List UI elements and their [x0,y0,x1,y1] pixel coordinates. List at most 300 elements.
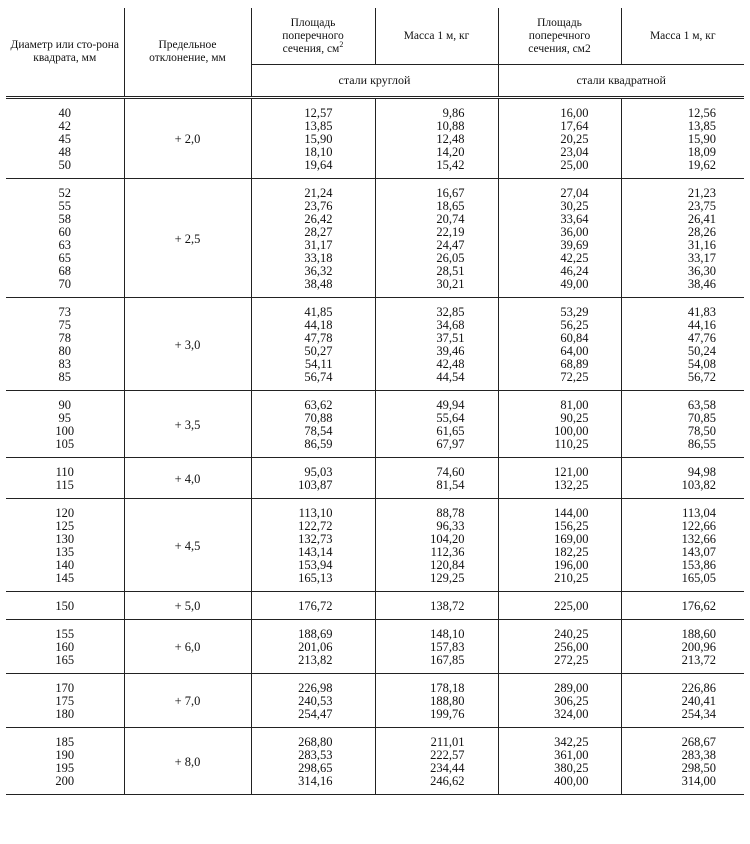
header-mass-round: Масса 1 м, кг [375,8,498,65]
area-square-value: 361,00 [554,748,589,762]
mass-round-cell [375,179,498,298]
deviation-cell [124,499,251,592]
area-round-value: 19,64 [304,158,333,172]
area-round-cell [251,391,375,458]
mass-round-value: 199,76 [430,707,465,721]
mass-square-value: 113,04 [682,506,716,520]
mass-round-value: 22,19 [436,225,465,239]
area-square-value: 60,84 [560,331,589,345]
diameter-cell [6,458,124,499]
deviation-value: + 7,0 [174,694,201,708]
mass-square-cell [621,179,744,298]
table-header [6,8,744,98]
diameter-value: 55 [58,199,71,213]
mass-square-value: 298,50 [681,761,716,775]
diameter-value: 42 [58,119,71,133]
mass-square-value: 254,34 [681,707,716,721]
mass-square-cell [621,98,744,179]
diameter-value: 45 [58,132,71,146]
header-group-square: стали квадратной [498,65,744,98]
diameter-value: 200 [55,774,75,788]
diameter-value: 90 [58,398,71,412]
mass-square-cell [621,458,744,499]
area-round-cell [251,674,375,728]
diameter-value: 175 [55,694,75,708]
area-square-cell [498,179,621,298]
area-square-cell [498,728,621,795]
mass-square-value: 240,41 [681,694,716,708]
diameter-value: 50 [58,158,71,172]
mass-square-value: 26,41 [687,212,716,226]
mass-square-value: 18,09 [687,145,716,159]
diameter-value: 130 [55,532,75,546]
mass-square-cell [621,391,744,458]
area-round-cell [251,179,375,298]
area-square-value: 53,29 [560,305,589,319]
area-round-value: 268,80 [298,735,333,749]
mass-round-value: 112,36 [430,545,465,559]
area-square-cell [498,674,621,728]
area-round-value: 86,59 [304,437,333,451]
mass-round-value: 178,18 [430,681,465,695]
area-square-value: 90,25 [560,411,589,425]
area-square-value: 156,25 [554,519,589,533]
mass-square-value: 38,46 [687,277,716,291]
mass-square-value: 314,00 [681,774,716,788]
area-square-cell [498,98,621,179]
area-square-value: 132,25 [554,478,589,492]
area-round-cell [251,458,375,499]
mass-square-value: 12,56 [687,106,716,120]
mass-square-value: 23,75 [687,199,716,213]
header-area-round [251,8,375,65]
table-row-group [6,592,744,620]
mass-round-value: 37,51 [436,331,465,345]
area-round-value: 41,85 [304,305,333,319]
diameter-value: 105 [55,437,75,451]
area-round-value: 122,72 [298,519,333,533]
area-square-value: 49,00 [560,277,589,291]
mass-square-value: 56,72 [687,370,716,384]
mass-round-cell [375,620,498,674]
area-round-value: 56,74 [304,370,333,384]
mass-round-value: 129,25 [430,571,465,585]
area-round-value: 176,72 [298,599,333,613]
area-round-value: 26,42 [304,212,333,226]
deviation-cell [124,592,251,620]
table-body [6,98,744,795]
area-square-value: 196,00 [554,558,589,572]
diameter-cell [6,391,124,458]
mass-square-value: 15,90 [687,132,716,146]
area-square-value: 27,04 [560,186,589,200]
mass-round-value: 26,05 [436,251,465,265]
mass-square-cell [621,674,744,728]
diameter-value: 170 [55,681,75,695]
area-square-cell [498,391,621,458]
mass-round-value: 12,48 [436,132,465,146]
area-round-value: 78,54 [304,424,333,438]
area-square-value: 225,00 [554,599,589,613]
diameter-value: 68 [58,264,71,278]
mass-square-cell [621,620,744,674]
diameter-value: 100 [55,424,75,438]
deviation-cell [124,728,251,795]
header-area-square: Площадь поперечного сечения, см2 [498,8,621,65]
mass-round-value: 16,67 [436,186,465,200]
area-square-value: 121,00 [554,465,589,479]
mass-round-value: 167,85 [430,653,465,667]
area-round-value: 240,53 [298,694,333,708]
area-square-value: 400,00 [554,774,589,788]
area-round-value: 21,24 [304,186,333,200]
mass-square-value: 44,16 [687,318,716,332]
mass-round-value: 34,68 [436,318,465,332]
area-square-value: 20,25 [560,132,589,146]
area-round-value: 18,10 [304,145,333,159]
diameter-value: 110 [55,465,74,479]
area-round-value: 47,78 [304,331,333,345]
mass-round-value: 39,46 [436,344,465,358]
diameter-cell [6,620,124,674]
mass-round-value: 81,54 [436,478,465,492]
mass-round-value: 88,78 [436,506,465,520]
mass-square-value: 63,58 [687,398,716,412]
diameter-value: 75 [58,318,71,332]
header-group-round: стали круглой [251,65,498,98]
mass-round-value: 44,54 [436,370,465,384]
deviation-cell [124,179,251,298]
mass-round-value: 49,94 [436,398,465,412]
area-square-value: 380,25 [554,761,589,775]
table-row-group [6,728,744,795]
diameter-value: 58 [58,212,71,226]
area-round-value: 28,27 [304,225,333,239]
area-round-value: 95,03 [304,465,333,479]
mass-square-cell [621,298,744,391]
mass-round-value: 24,47 [436,238,465,252]
mass-square-value: 94,98 [687,465,716,479]
area-round-value: 298,65 [298,761,333,775]
mass-round-value: 67,97 [436,437,465,451]
mass-round-cell [375,592,498,620]
mass-square-value: 13,85 [687,119,716,133]
area-square-value: 324,00 [554,707,589,721]
area-round-value: 113,10 [298,506,333,520]
area-round-value: 314,16 [298,774,333,788]
diameter-value: 85 [58,370,71,384]
area-round-value: 63,62 [304,398,333,412]
area-round-value: 254,47 [298,707,333,721]
area-square-value: 39,69 [560,238,589,252]
mass-round-value: 157,83 [430,640,465,654]
diameter-cell [6,179,124,298]
area-round-value: 31,17 [304,238,333,252]
mass-round-value: 14,20 [436,145,465,159]
mass-round-cell [375,298,498,391]
area-square-cell [498,499,621,592]
mass-round-value: 211,01 [430,735,465,749]
mass-round-value: 74,60 [436,465,465,479]
deviation-cell [124,458,251,499]
area-square-cell [498,458,621,499]
area-square-value: 68,89 [560,357,589,371]
deviation-value: + 2,0 [174,132,201,146]
mass-round-value: 42,48 [436,357,465,371]
table-row-group [6,620,744,674]
table-row-group [6,298,744,391]
area-round-value: 153,94 [298,558,333,572]
mass-square-value: 47,76 [687,331,716,345]
area-square-value: 33,64 [560,212,589,226]
mass-round-cell [375,728,498,795]
table-row-group [6,458,744,499]
area-round-value: 50,27 [304,344,333,358]
area-square-value: 100,00 [554,424,589,438]
mass-square-value: 31,16 [687,238,716,252]
header-diameter: Диаметр или сто-рона квадрата, мм [6,8,124,98]
mass-square-value: 21,23 [687,186,716,200]
table-row-group [6,674,744,728]
area-round-value: 23,76 [304,199,333,213]
diameter-value: 145 [55,571,75,585]
mass-square-value: 50,24 [687,344,716,358]
area-square-value: 256,00 [554,640,589,654]
area-square-cell [498,620,621,674]
mass-square-value: 33,17 [687,251,716,265]
area-round-value: 188,69 [298,627,333,641]
diameter-value: 120 [55,506,75,520]
area-square-value: 17,64 [560,119,589,133]
mass-square-value: 86,55 [687,437,716,451]
diameter-value: 65 [58,251,71,265]
area-round-value: 132,73 [298,532,333,546]
area-square-value: 182,25 [554,545,589,559]
mass-round-value: 28,51 [436,264,465,278]
mass-round-value: 104,20 [430,532,465,546]
mass-round-value: 15,42 [436,158,465,172]
table-row-group [6,499,744,592]
header-area-round-text: Площадь поперечного сечения, см [282,16,344,55]
mass-round-cell [375,458,498,499]
diameter-value: 95 [58,411,71,425]
mass-round-cell [375,391,498,458]
area-round-value: 36,32 [304,264,333,278]
deviation-cell [124,620,251,674]
area-round-value: 70,88 [304,411,333,425]
diameter-value: 195 [55,761,75,775]
area-round-value: 44,18 [304,318,333,332]
area-round-cell [251,98,375,179]
area-square-value: 16,00 [560,106,589,120]
area-square-value: 64,00 [560,344,589,358]
mass-square-value: 78,50 [687,424,716,438]
diameter-cell [6,728,124,795]
area-round-value: 283,53 [298,748,333,762]
header-deviation: Предельное отклонение, мм [124,8,251,98]
diameter-value: 190 [55,748,75,762]
mass-square-cell [621,592,744,620]
diameter-value: 60 [58,225,71,239]
area-square-value: 56,25 [560,318,589,332]
mass-square-value: 213,72 [681,653,716,667]
deviation-value: + 5,0 [174,599,201,613]
mass-round-value: 18,65 [436,199,465,213]
diameter-value: 48 [58,145,71,159]
diameter-value: 63 [58,238,71,252]
mass-round-value: 96,33 [436,519,465,533]
mass-round-value: 138,72 [430,599,465,613]
area-square-value: 23,04 [560,145,589,159]
diameter-value: 165 [55,653,75,667]
diameter-value: 135 [55,545,75,559]
deviation-value: + 2,5 [174,231,201,246]
mass-round-cell [375,674,498,728]
mass-square-value: 19,62 [687,158,716,172]
mass-square-value: 143,07 [681,545,716,559]
mass-round-value: 234,44 [430,761,465,775]
area-round-value: 165,13 [298,571,333,585]
area-square-value: 210,25 [554,571,589,585]
mass-square-cell [621,499,744,592]
diameter-value: 83 [58,357,71,371]
mass-square-value: 103,82 [681,478,716,492]
deviation-value: + 8,0 [174,754,201,769]
mass-round-value: 222,57 [430,748,465,762]
mass-square-value: 36,30 [687,264,716,278]
diameter-cell [6,98,124,179]
area-square-value: 272,25 [554,653,589,667]
mass-round-value: 148,10 [430,627,465,641]
deviation-value: + 4,0 [174,471,201,486]
table-row-group [6,179,744,298]
area-square-cell [498,592,621,620]
deviation-cell [124,674,251,728]
mass-square-value: 122,66 [681,519,716,533]
diameter-cell [6,592,124,620]
mass-square-value: 226,86 [681,681,716,695]
mass-round-value: 30,21 [436,277,465,291]
diameter-value: 115 [55,478,74,492]
mass-round-value: 20,74 [436,212,465,226]
mass-round-value: 246,62 [430,774,465,788]
area-square-value: 144,00 [554,506,589,520]
area-round-value: 54,11 [304,357,333,371]
diameter-value: 78 [58,331,71,345]
area-square-value: 289,00 [554,681,589,695]
mass-square-value: 41,83 [687,305,716,319]
area-square-value: 25,00 [560,158,589,172]
area-square-cell [498,298,621,391]
area-square-value: 81,00 [560,398,589,412]
diameter-cell [6,674,124,728]
mass-square-cell [621,728,744,795]
table-row-group [6,391,744,458]
area-square-value: 306,25 [554,694,589,708]
diameter-value: 70 [58,277,71,291]
mass-round-cell [375,98,498,179]
mass-square-value: 176,62 [681,599,716,613]
header-area-round-sup: 2 [339,39,344,49]
area-round-value: 38,48 [304,277,333,291]
mass-round-value: 10,88 [436,119,465,133]
area-round-value: 143,14 [298,545,333,559]
mass-round-value: 9,86 [442,106,465,120]
diameter-value: 180 [55,707,75,721]
area-round-value: 13,85 [304,119,333,133]
mass-square-value: 283,38 [681,748,716,762]
mass-square-value: 28,26 [687,225,716,239]
diameter-value: 160 [55,640,75,654]
mass-square-value: 153,86 [681,558,716,572]
area-square-value: 110,25 [554,437,589,451]
mass-round-value: 55,64 [436,411,465,425]
mass-round-cell [375,499,498,592]
mass-square-value: 188,60 [681,627,716,641]
diameter-value: 150 [55,599,75,613]
mass-square-value: 200,96 [681,640,716,654]
diameter-value: 125 [55,519,75,533]
table-row-group [6,98,744,179]
diameter-value: 140 [55,558,75,572]
diameter-value: 40 [58,106,71,120]
area-round-cell [251,298,375,391]
area-round-value: 213,82 [298,653,333,667]
mass-round-value: 188,80 [430,694,465,708]
diameter-value: 155 [55,627,75,641]
area-round-value: 201,06 [298,640,333,654]
diameter-value: 52 [58,186,71,200]
diameter-value: 80 [58,344,71,358]
area-square-value: 342,25 [554,735,589,749]
area-square-value: 36,00 [560,225,589,239]
area-square-value: 169,00 [554,532,589,546]
area-round-value: 33,18 [304,251,333,265]
area-round-cell [251,499,375,592]
deviation-value: + 4,5 [174,538,201,553]
steel-table [6,8,744,795]
diameter-value: 185 [55,735,75,749]
deviation-value: + 3,5 [174,417,201,432]
area-round-value: 226,98 [298,681,333,695]
mass-square-value: 268,67 [681,735,716,749]
mass-square-value: 132,66 [681,532,716,546]
diameter-cell [6,298,124,391]
deviation-cell [124,98,251,179]
mass-round-value: 61,65 [436,424,465,438]
deviation-cell [124,391,251,458]
area-round-cell [251,620,375,674]
diameter-cell [6,499,124,592]
area-round-cell [251,728,375,795]
deviation-value: + 3,0 [174,337,201,352]
area-round-value: 103,87 [298,478,333,492]
area-square-value: 46,24 [560,264,589,278]
area-square-value: 240,25 [554,627,589,641]
mass-square-value: 70,85 [687,411,716,425]
mass-square-value: 165,05 [681,571,716,585]
area-square-value: 42,25 [560,251,589,265]
area-square-value: 30,25 [560,199,589,213]
area-round-value: 15,90 [304,132,333,146]
mass-round-value: 120,84 [430,558,465,572]
area-square-value: 72,25 [560,370,589,384]
deviation-value: + 6,0 [174,640,201,654]
diameter-value: 73 [58,305,71,319]
mass-round-value: 32,85 [436,305,465,319]
mass-square-value: 54,08 [687,357,716,371]
header-mass-square: Масса 1 м, кг [621,8,744,65]
